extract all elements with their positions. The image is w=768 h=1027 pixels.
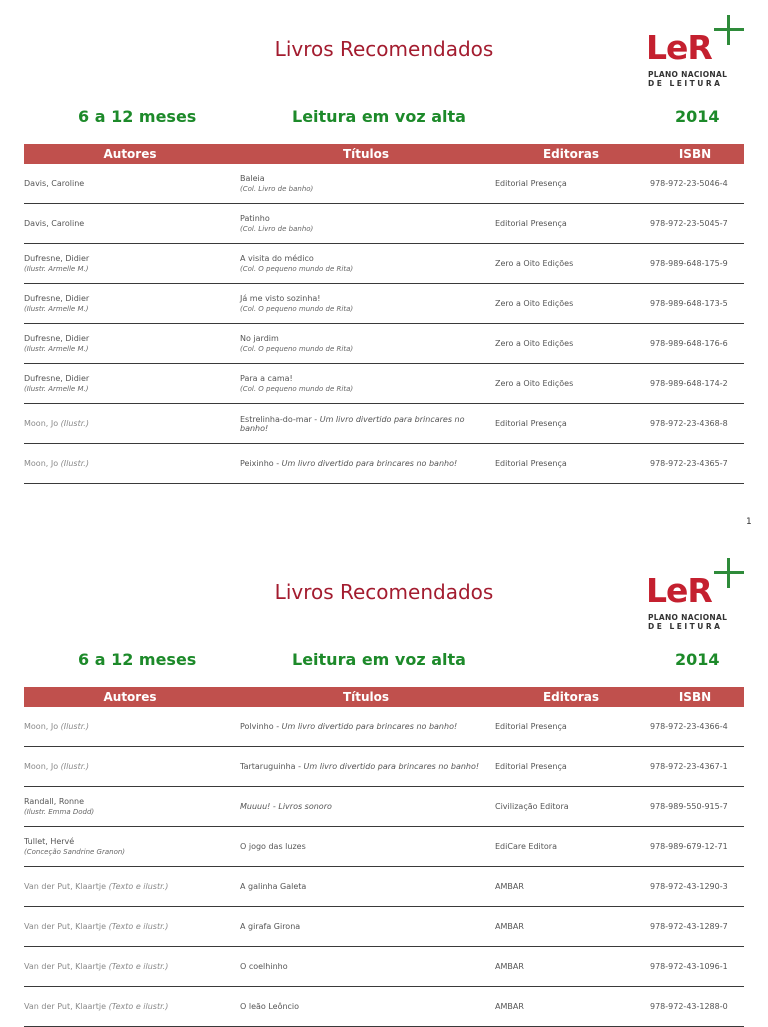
book-subtitle: Muuuu! - Livros sonoro [240, 802, 332, 811]
publisher: AMBAR [495, 962, 524, 971]
book-title: O leão Leôncio [240, 1002, 300, 1011]
author-role: (Texto e ilustr.) [108, 962, 169, 971]
publisher: Editorial Presença [495, 459, 567, 468]
isbn-cell [650, 404, 744, 443]
isbn-cell [650, 204, 744, 243]
collection-note: (Col. Livro de banho) [240, 225, 314, 233]
table-row [24, 164, 744, 204]
author-role: (Ilustr.) [60, 459, 89, 468]
author-cell [24, 404, 234, 443]
table-row [24, 244, 744, 284]
table-row [24, 364, 744, 404]
publisher-cell [495, 867, 645, 906]
table-row [24, 444, 744, 484]
document-page-2 [0, 543, 768, 1024]
page-title: Livros Recomendados [274, 580, 494, 604]
book-title: A galinha Galeta [240, 882, 307, 891]
isbn-cell [650, 907, 744, 946]
table-row [24, 867, 744, 907]
age-range: 6 a 12 meses [78, 107, 197, 126]
title-cell [240, 204, 492, 243]
author-cell [24, 787, 234, 826]
publisher: Editorial Presença [495, 762, 567, 771]
publisher: EdiCare Editora [495, 842, 557, 851]
table-header [24, 144, 744, 164]
header-autores: Autores [103, 690, 157, 704]
isbn-cell [650, 867, 744, 906]
publisher-cell [495, 444, 645, 483]
publisher: Editorial Presença [495, 722, 567, 731]
isbn: 978-989-648-174-2 [650, 379, 728, 388]
isbn: 978-989-648-173-5 [650, 299, 728, 308]
title-cell [240, 867, 492, 906]
isbn-cell [650, 787, 744, 826]
publisher: Civilização Editora [495, 802, 569, 811]
book-title: O coelhinho [240, 962, 288, 971]
book-title: Polvinho - [240, 722, 282, 731]
author-name: Tullet, Hervé [24, 837, 75, 846]
page-title: Livros Recomendados [274, 37, 494, 61]
header-titulos: Títulos [342, 690, 390, 704]
isbn-cell [650, 364, 744, 403]
isbn-cell [650, 244, 744, 283]
publisher: Zero a Oito Edições [495, 379, 574, 388]
publisher-cell [495, 707, 645, 746]
table-row [24, 747, 744, 787]
table-row [24, 284, 744, 324]
table-row [24, 827, 744, 867]
publisher: Editorial Presença [495, 179, 567, 188]
book-title: A girafa Girona [240, 922, 301, 931]
publisher-cell [495, 364, 645, 403]
book-title: Peixinho - [240, 459, 282, 468]
author-cell [24, 204, 234, 243]
isbn-cell [650, 284, 744, 323]
author-role: (Texto e ilustr.) [108, 1002, 169, 1011]
author-cell [24, 324, 234, 363]
isbn-cell [650, 947, 744, 986]
table-row [24, 907, 744, 947]
title-cell [240, 827, 492, 866]
publisher: Zero a Oito Edições [495, 339, 574, 348]
publisher-cell [495, 244, 645, 283]
collection-note: (Col. Livro de banho) [240, 185, 314, 193]
table-row [24, 987, 744, 1027]
isbn-cell [650, 987, 744, 1026]
author-name: Davis, Caroline [24, 219, 85, 228]
title-cell [240, 947, 492, 986]
isbn: 978-972-43-1289-7 [650, 922, 728, 931]
book-title: Estrelinha-do-mar - [240, 414, 320, 424]
author-name: Van der Put, Klaartje [24, 922, 107, 931]
author-name: Van der Put, Klaartje [24, 1002, 107, 1011]
author-cell [24, 987, 234, 1026]
author-cell [24, 284, 234, 323]
book-title: Tartaruguinha - [240, 762, 304, 771]
author-name: Moon, Jo [24, 762, 59, 771]
author-cell [24, 244, 234, 283]
collection-note: (Col. O pequeno mundo de Rita) [240, 265, 354, 273]
table-row [24, 404, 744, 444]
reading-mode: Leitura em voz alta [292, 107, 466, 126]
logo-wordmark: LeR [646, 571, 712, 610]
author-name: Moon, Jo [24, 419, 59, 428]
isbn: 978-972-23-5046-4 [650, 179, 728, 188]
isbn: 978-972-23-4366-4 [650, 722, 728, 731]
book-subtitle: Um livro divertido para brincares no banho! [281, 459, 458, 468]
header-titulos: Títulos [342, 147, 390, 161]
author-name: Moon, Jo [24, 722, 59, 731]
illustrator-note: (Conceção Sandrine Granon) [24, 848, 126, 856]
book-table [24, 164, 744, 484]
publisher-cell [495, 164, 645, 203]
logo-wordmark: LeR [646, 28, 712, 67]
publisher: Zero a Oito Edições [495, 259, 574, 268]
isbn-cell [650, 324, 744, 363]
publisher: Zero a Oito Edições [495, 299, 574, 308]
isbn: 978-972-23-4368-8 [650, 419, 728, 428]
book-title: Já me visto sozinha! [240, 294, 321, 303]
illustrator-note: (Ilustr. Armelle M.) [24, 345, 89, 353]
book-table [24, 707, 744, 1027]
book-title: Para a cama! [240, 374, 293, 383]
collection-note: (Col. O pequeno mundo de Rita) [240, 345, 354, 353]
table-row [24, 707, 744, 747]
author-name: Dufresne, Didier [24, 334, 90, 343]
author-cell [24, 444, 234, 483]
publisher-cell [495, 987, 645, 1026]
book-title: A visita do médico [240, 254, 314, 263]
isbn: 978-989-550-915-7 [650, 802, 728, 811]
book-subtitle: Um livro divertido para brincares no banho! [281, 722, 458, 731]
plus-icon [714, 15, 744, 45]
title-cell [240, 787, 492, 826]
illustrator-note: (Ilustr. Armelle M.) [24, 385, 89, 393]
author-name: Van der Put, Klaartje [24, 882, 107, 891]
title-cell [240, 244, 492, 283]
age-range: 6 a 12 meses [78, 650, 197, 669]
publisher-cell [495, 787, 645, 826]
book-title: O jogo das luzes [240, 842, 306, 851]
author-name: Dufresne, Didier [24, 254, 90, 263]
publisher-cell [495, 284, 645, 323]
isbn: 978-972-43-1288-0 [650, 1002, 728, 1011]
publisher: AMBAR [495, 882, 524, 891]
isbn: 978-972-23-4367-1 [650, 762, 728, 771]
table-header [24, 687, 744, 707]
publisher: Editorial Presença [495, 419, 567, 428]
book-title: Patinho [240, 214, 270, 223]
author-name: Randall, Ronne [24, 797, 85, 806]
isbn: 978-972-23-4365-7 [650, 459, 728, 468]
logo-subtitle: PLANO NACIONAL DE LEITURA [648, 613, 728, 631]
author-cell [24, 164, 234, 203]
title-cell [240, 987, 492, 1026]
book-subtitle: Um livro divertido para brincares no banho! [303, 762, 480, 771]
header-isbn: ISBN [678, 147, 712, 161]
isbn: 978-989-648-176-6 [650, 339, 728, 348]
publisher-cell [495, 204, 645, 243]
table-row [24, 204, 744, 244]
reading-mode: Leitura em voz alta [292, 650, 466, 669]
publisher-cell [495, 404, 645, 443]
publisher: AMBAR [495, 922, 524, 931]
book-title: No jardim [240, 334, 279, 343]
page-number: 1 [746, 517, 752, 527]
title-cell [240, 404, 492, 443]
isbn: 978-989-648-175-9 [650, 259, 728, 268]
author-name: Dufresne, Didier [24, 374, 90, 383]
author-cell [24, 907, 234, 946]
year: 2014 [675, 107, 720, 126]
logo-subtitle: PLANO NACIONAL DE LEITURA [648, 70, 728, 88]
book-subtitle: Um livro divertido para brincares no banho! [240, 414, 465, 433]
publisher-cell [495, 827, 645, 866]
year: 2014 [675, 650, 720, 669]
publisher-cell [495, 747, 645, 786]
author-role: (Ilustr.) [60, 722, 89, 731]
title-cell [240, 907, 492, 946]
isbn-cell [650, 444, 744, 483]
title-cell [240, 707, 492, 746]
ler-logo [646, 556, 756, 631]
author-cell [24, 867, 234, 906]
title-cell [240, 364, 492, 403]
table-row [24, 324, 744, 364]
plus-icon [714, 558, 744, 588]
header-isbn: ISBN [678, 690, 712, 704]
isbn: 978-972-43-1096-1 [650, 962, 728, 971]
author-cell [24, 827, 234, 866]
isbn-cell [650, 164, 744, 203]
header-editoras: Editoras [542, 147, 600, 161]
header-editoras: Editoras [542, 690, 600, 704]
publisher: AMBAR [495, 1002, 524, 1011]
author-cell [24, 707, 234, 746]
table-row [24, 787, 744, 827]
author-name: Moon, Jo [24, 459, 59, 468]
header-autores: Autores [103, 147, 157, 161]
author-name: Davis, Caroline [24, 179, 85, 188]
title-cell [240, 324, 492, 363]
illustrator-note: (Ilustr. Armelle M.) [24, 305, 89, 313]
publisher-cell [495, 324, 645, 363]
author-role: (Texto e ilustr.) [108, 922, 169, 931]
publisher: Editorial Presença [495, 219, 567, 228]
author-cell [24, 747, 234, 786]
title-cell [240, 747, 492, 786]
author-cell [24, 947, 234, 986]
isbn: 978-989-679-12-71 [650, 842, 728, 851]
table-row [24, 947, 744, 987]
author-cell [24, 364, 234, 403]
collection-note: (Col. O pequeno mundo de Rita) [240, 385, 354, 393]
collection-note: (Col. O pequeno mundo de Rita) [240, 305, 354, 313]
illustrator-note: (Ilustr. Emma Dodd) [24, 808, 95, 816]
ler-logo [646, 13, 756, 88]
isbn: 978-972-43-1290-3 [650, 882, 728, 891]
title-cell [240, 444, 492, 483]
book-title: Baleia [240, 174, 265, 183]
author-role: (Ilustr.) [60, 762, 89, 771]
author-role: (Texto e ilustr.) [108, 882, 169, 891]
author-name: Van der Put, Klaartje [24, 962, 107, 971]
isbn: 978-972-23-5045-7 [650, 219, 728, 228]
author-role: (Ilustr.) [60, 419, 89, 428]
illustrator-note: (Ilustr. Armelle M.) [24, 265, 89, 273]
isbn-cell [650, 747, 744, 786]
title-cell [240, 284, 492, 323]
isbn-cell [650, 707, 744, 746]
publisher-cell [495, 907, 645, 946]
title-cell [240, 164, 492, 203]
publisher-cell [495, 947, 645, 986]
author-name: Dufresne, Didier [24, 294, 90, 303]
isbn-cell [650, 827, 744, 866]
